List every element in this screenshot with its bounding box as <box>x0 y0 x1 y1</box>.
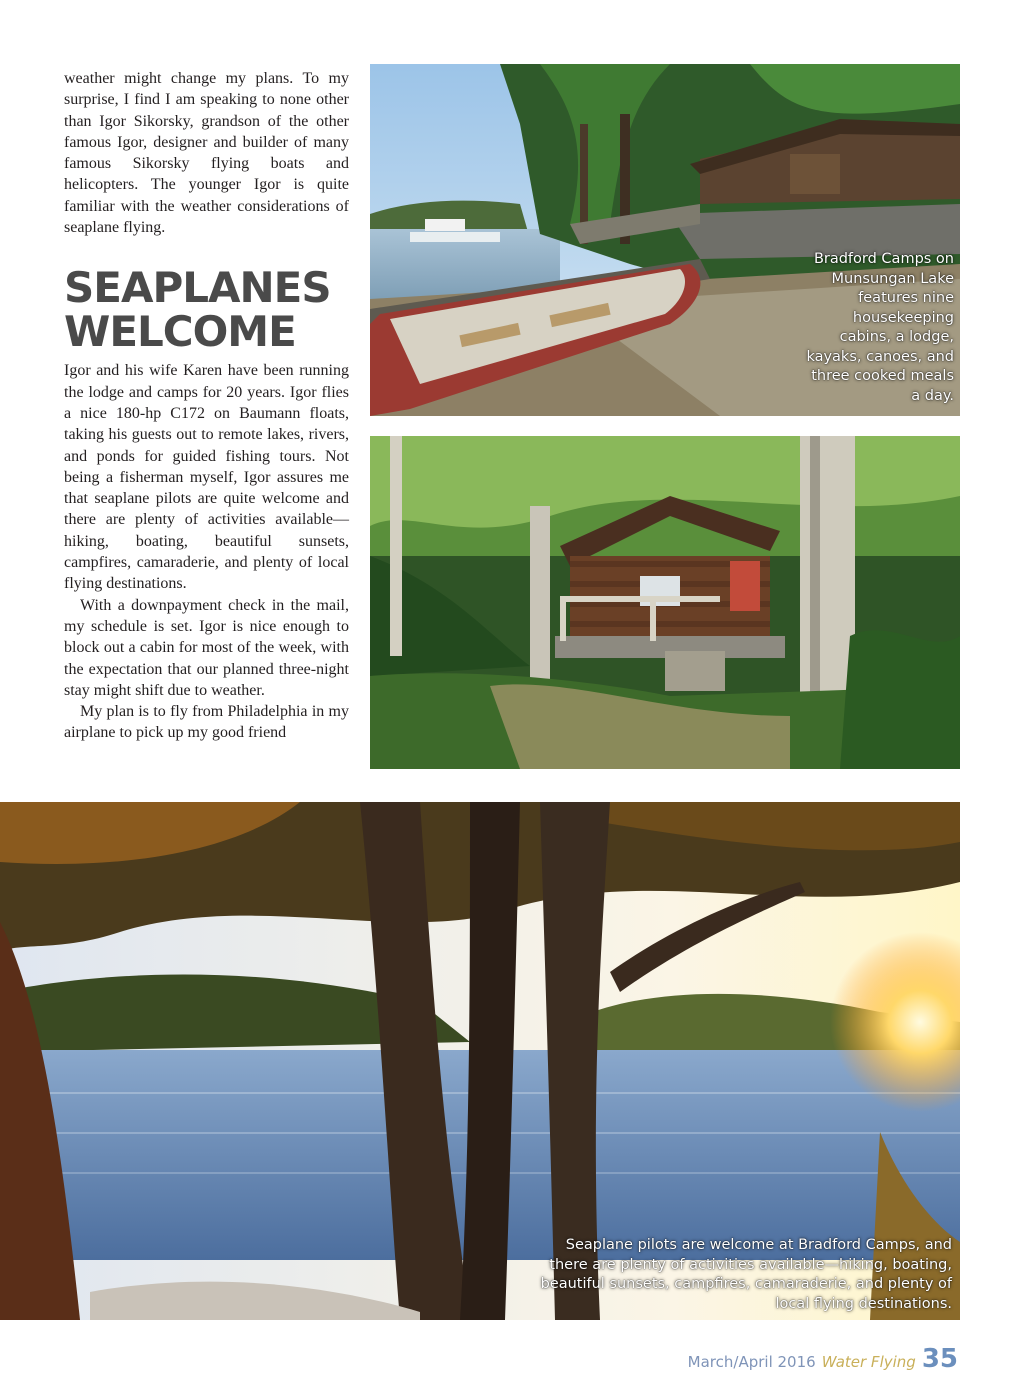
magazine-name: Water Flying <box>821 1353 916 1371</box>
photo-caption: Bradford Camps on Munsungan Lake features nine housekeeping cabins, a lodge, kayaks, canoes, and three cooked meals a day. <box>806 251 954 404</box>
article-paragraph: Igor and his wife Karen have been running the lodge and camps for 20 years. Igor flies a nice 180-hp C172 on Baumann floats, taking his guests out to remote lakes, rivers, and ponds for guided fishing tours. Not being a fisherman myself, Igor assures me that seaplane pilots are quite welcome and there are plenty of activities available—hiking, boating, beautiful sunsets, campfires, camaraderie, and plenty of local flying destinations. <box>64 362 349 593</box>
section-headline: SEAPLANES WELCOME <box>64 263 331 357</box>
article-paragraph: With a downpayment check in the mail, my schedule is set. Igor is nice enough to block out a cabin for most of the week, with the expectation that our planned three-night stay might shift due to weather. <box>64 596 349 699</box>
page-number: 35 <box>921 1344 958 1374</box>
photo-log-cabin <box>370 436 960 769</box>
article-paragraph: My plan is to fly from Philadelphia in my airplane to pick up my good friend <box>64 703 349 742</box>
page-footer <box>688 1344 958 1374</box>
article-column <box>64 68 349 744</box>
photo-lake-sunset <box>0 802 960 1320</box>
article-paragraph: weather might change my plans. To my surprise, I find I am speaking to none other than Igor Sikorsky, grandson of the other famous Igor, designer and builder of many famous Sikorsky flying boats and helicopters. The younger Igor is quite familiar with the weather considerations of seaplane flying. <box>64 70 349 237</box>
photo-canoe-lodge <box>370 64 960 416</box>
photo-caption: Seaplane pilots are welcome at Bradford Camps, and there are plenty of activities available—hiking, boating, beautiful sunsets, campfires, camaraderie, and plenty of local flying destinations. <box>540 1237 952 1312</box>
issue-date: March/April 2016 <box>687 1353 816 1371</box>
